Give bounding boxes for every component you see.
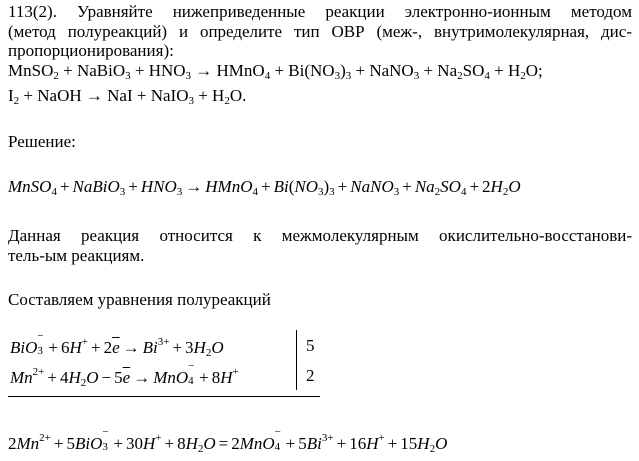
task-line-3: пропорционирования): bbox=[8, 41, 174, 60]
table-vertical-divider bbox=[296, 330, 297, 390]
solution-heading: Решение: bbox=[8, 132, 76, 151]
coefficient-oxidation: 2 bbox=[306, 366, 315, 385]
molecular-equation: MnSO$_4$ + NaBiO$_3$ + $HNO_3$ → HMnO$_4$ + $Bi(NO_3)_3$ + NaNO$_3$ + $Na_2SO_4 + 2H_2O$ bbox=[8, 177, 521, 198]
conclusion-line-1: Данная реакция относится к межмолекулярным окислительно-восстанови- bbox=[8, 226, 632, 245]
table-bottom-line bbox=[8, 396, 320, 397]
reaction-2: $I_2$ + NaOH → NaI + NaIO$_3$ + $H_2O$. bbox=[8, 86, 247, 107]
task-statement bbox=[8, 2, 632, 112]
half-reactions-table bbox=[8, 330, 320, 397]
conclusion-line-2: тель-ым реакциям. bbox=[8, 245, 145, 265]
ionic-sum-equation: $2Mn^{2+} + 5BiO$ − 3 + $30H^+ + 8H_2O = 2MnO$ − 4 + $5Bi^{3+} + 16H^+ + 15H_2O$ bbox=[8, 426, 448, 455]
half-reaction-reduction: BiO − 3 + $6H^+ + 2\overline{e} \to Bi^{3+} + 3H_2O$ bbox=[10, 330, 224, 359]
task-line-1: 113(2). Уравняйте нижеприведенные реакции электронно-ионным методом bbox=[8, 2, 632, 21]
half-reactions-heading: Составляем уравнения полуреакций bbox=[8, 290, 271, 309]
conclusion-text bbox=[8, 226, 632, 265]
coefficient-reduction: 5 bbox=[306, 336, 315, 355]
reaction-1: MnSO$_2$ + NaBiO$_3$ + $HNO_3$ → HMnO$_4$ + $Bi(NO_3)_3$ + NaNO$_3$ + $Na_2SO_4 + H_2O$; bbox=[8, 60, 543, 82]
half-reaction-oxidation: $Mn^{2+} + 4H_2O - 5\overline{e}$ → MnO − 4 + 8H+ bbox=[10, 360, 239, 389]
task-line-2: (метод полуреакций) и определите тип ОВР (меж-, внутримолекулярная, дис- bbox=[8, 21, 632, 41]
